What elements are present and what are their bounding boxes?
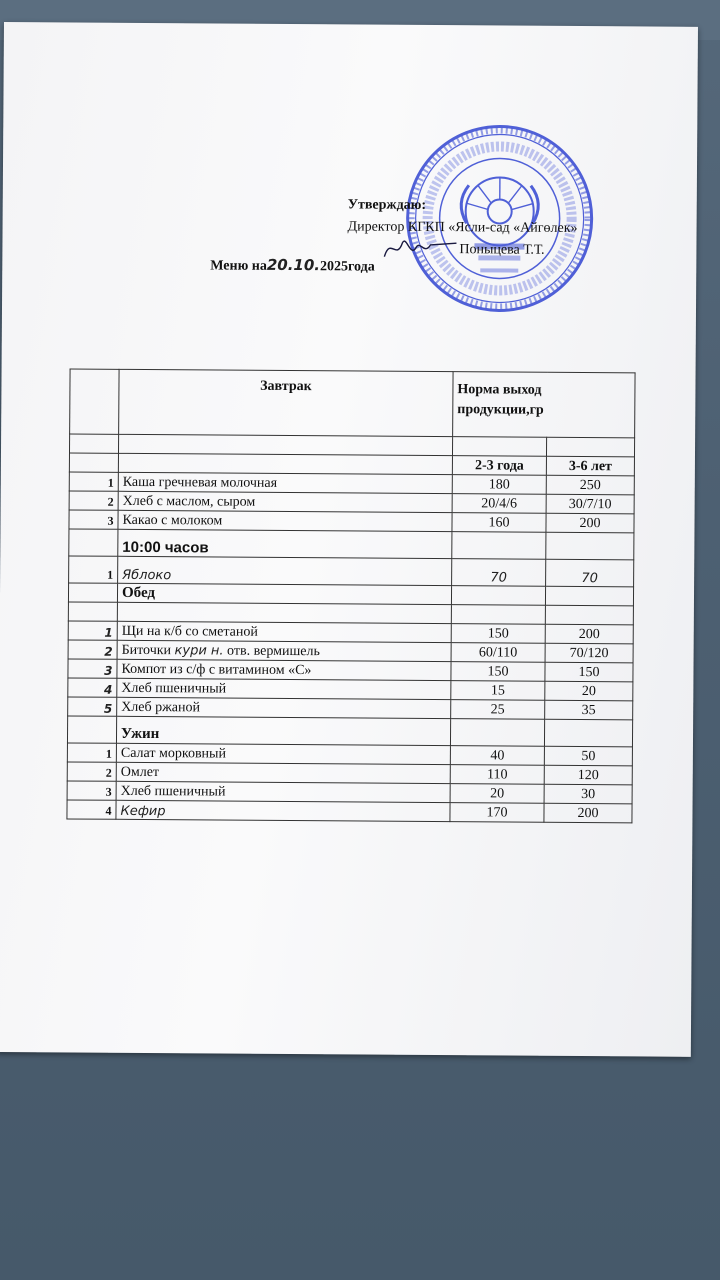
approve-name: Поныцева Т.Т. xyxy=(459,242,545,258)
menu-prefix: Меню на xyxy=(210,258,267,274)
approval-block xyxy=(347,194,577,262)
approve-title: Утверждаю: xyxy=(347,197,427,213)
table-row: 2 Биточки кури н. отв. вермишель 60/110 70/120 xyxy=(68,640,633,663)
table-row: 3 Компот из с/ф с витамином «С» 150 150 xyxy=(68,659,633,682)
approve-director: Директор КГКП «Ясли-сад «Айгөлек» xyxy=(347,219,578,237)
table-row: 5 Хлеб ржаной 25 35 xyxy=(68,697,633,720)
section-dinner: Ужин xyxy=(116,716,450,745)
table-row: 3 Какао с молоком 160 200 xyxy=(69,510,634,533)
menu-suffix: 2025года xyxy=(319,259,375,275)
handwritten-note: кури н. xyxy=(174,643,224,659)
table-row: 4 Кефир 170 200 xyxy=(67,800,632,823)
table-row: 1 Салат морковный 40 50 xyxy=(67,743,632,766)
age-col-1: 2-3 года xyxy=(452,456,546,476)
menu-date-line xyxy=(210,255,375,275)
table-row: 1 Яблоко 70 70 xyxy=(69,556,634,587)
norm-header: Норма выход продукции,гр xyxy=(457,382,544,418)
section-snack: 10:00 часов xyxy=(118,529,452,558)
table-row: 4 Хлеб пшеничный 15 20 xyxy=(68,678,633,701)
table-row: 1 Каша гречневая молочная 180 250 xyxy=(69,472,634,495)
menu-date-handwritten: 20.10. xyxy=(266,255,321,275)
table-row: 2 Хлеб с маслом, сыром 20/4/6 30/7/10 xyxy=(69,491,634,514)
section-row-snack xyxy=(69,529,634,560)
table-row: 2 Омлет 110 120 xyxy=(67,762,632,785)
table-header-row xyxy=(70,369,635,438)
table-row: 3 Хлеб пшеничный 20 30 xyxy=(67,781,632,804)
section-breakfast: Завтрак xyxy=(260,378,312,395)
section-row-dinner xyxy=(67,716,632,747)
menu-table xyxy=(66,368,635,823)
table-row: 1 Щи на к/б со сметаной 150 200 xyxy=(68,621,633,644)
section-lunch: Обед xyxy=(117,583,451,604)
age-col-2: 3-6 лет xyxy=(546,456,634,476)
menu-document xyxy=(0,22,698,1057)
